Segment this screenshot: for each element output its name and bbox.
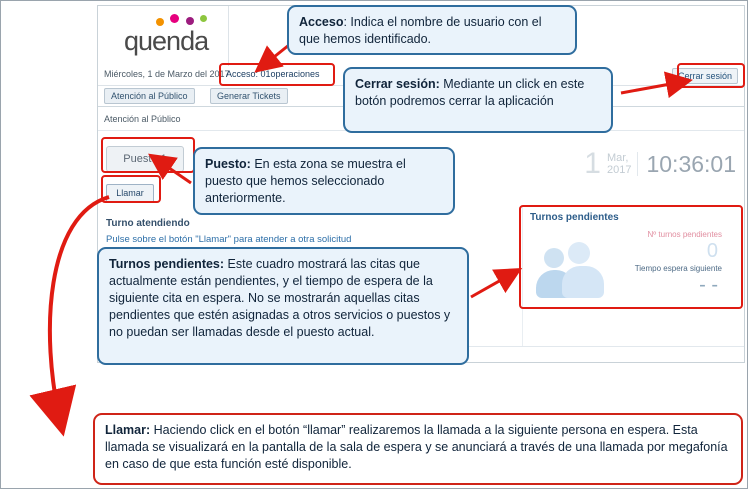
app-logo <box>98 6 229 67</box>
callout-llamar <box>93 413 743 485</box>
clock-month: Mar, <box>606 152 629 164</box>
logo-dot-pink <box>170 14 179 23</box>
callout-pendientes-text: Este cuadro mostrará las citas que actualmente están pendientes, y el tiempo de espera de la siguiente cita en espera. No se mostrarán aquellas citas pendientes que estén asignadas a otros servicios o puestos y no puedan ser llamadas desde el puesto actual. <box>109 257 451 339</box>
callout-cerrar-sesion <box>343 67 613 133</box>
callout-acceso <box>287 5 577 55</box>
callout-puesto-title: Puesto: <box>205 157 251 171</box>
clock-day: 1 <box>584 147 601 180</box>
highlight-llamar <box>101 175 161 203</box>
callout-puesto-text: En esta zona se muestra el puesto que hemos seleccionado anteriormente. <box>205 157 406 205</box>
acceso-label: Acceso: 01operaciones <box>226 69 320 79</box>
puesto-indicator[interactable]: Puesto 1 <box>106 146 184 172</box>
highlight-acceso <box>219 63 335 86</box>
turno-atendiendo-subtitle: Pulse sobre el botón "Llamar" para atender a otra solicitud <box>106 234 352 245</box>
highlight-turnos-pendientes <box>519 205 743 309</box>
pending-wait-label: Tiempo espera siguiente <box>634 264 722 273</box>
callout-acceso-text: : Indica el nombre de usuario con el que hemos identificado. <box>299 15 542 46</box>
llamar-button[interactable]: Llamar <box>106 184 154 203</box>
callout-acceso-title: Acceso <box>299 15 344 29</box>
clock-time: 10:36:01 <box>646 150 736 177</box>
callout-puesto <box>193 147 455 215</box>
callout-llamar-text: Haciendo click en el botón “llamar” realizaremos la llamada a la siguiente persona en espera. Esta llamada se visualizará en la pantalla de la sala de espera y se anunciará a través de una llamada por megafonía en caso de que esta función esté disponible. <box>105 423 728 471</box>
pending-count-label: Nº turnos pendientes <box>647 230 722 239</box>
logo-dot-orange <box>156 18 164 26</box>
pending-wait-value: - - <box>699 274 718 296</box>
turno-atendiendo-title: Turno atendiendo <box>106 218 190 229</box>
callout-turnos-pendientes <box>97 247 469 365</box>
callout-cerrar-text: Mediante un click en este botón podremos cerrar la aplicación <box>355 77 585 108</box>
pending-turns-title: Turnos pendientes <box>530 212 619 223</box>
callout-cerrar-title: Cerrar sesión: <box>355 77 440 91</box>
callout-pendientes-title: Turnos pendientes: <box>109 257 225 271</box>
tab-generar-tickets[interactable]: Generar Tickets <box>210 88 288 104</box>
current-date: Miércoles, 1 de Marzo del 2017 <box>104 69 230 79</box>
logo-text: quenda <box>124 26 209 56</box>
logo-dot-purple <box>186 17 194 25</box>
callout-llamar-title: Llamar: <box>105 423 151 437</box>
pending-count-value: 0 <box>706 240 718 262</box>
clock-month-year <box>607 152 638 176</box>
section-title: Atención al Público <box>104 114 181 124</box>
highlight-cerrar-sesion <box>677 63 745 88</box>
logout-button[interactable]: Cerrar sesión <box>672 68 738 84</box>
clock-year: 2017 <box>606 164 632 176</box>
logo-dot-green <box>200 15 207 22</box>
highlight-puesto <box>101 137 195 173</box>
clock-display <box>584 146 736 182</box>
tab-atencion-publico[interactable]: Atención al Público <box>104 88 195 104</box>
